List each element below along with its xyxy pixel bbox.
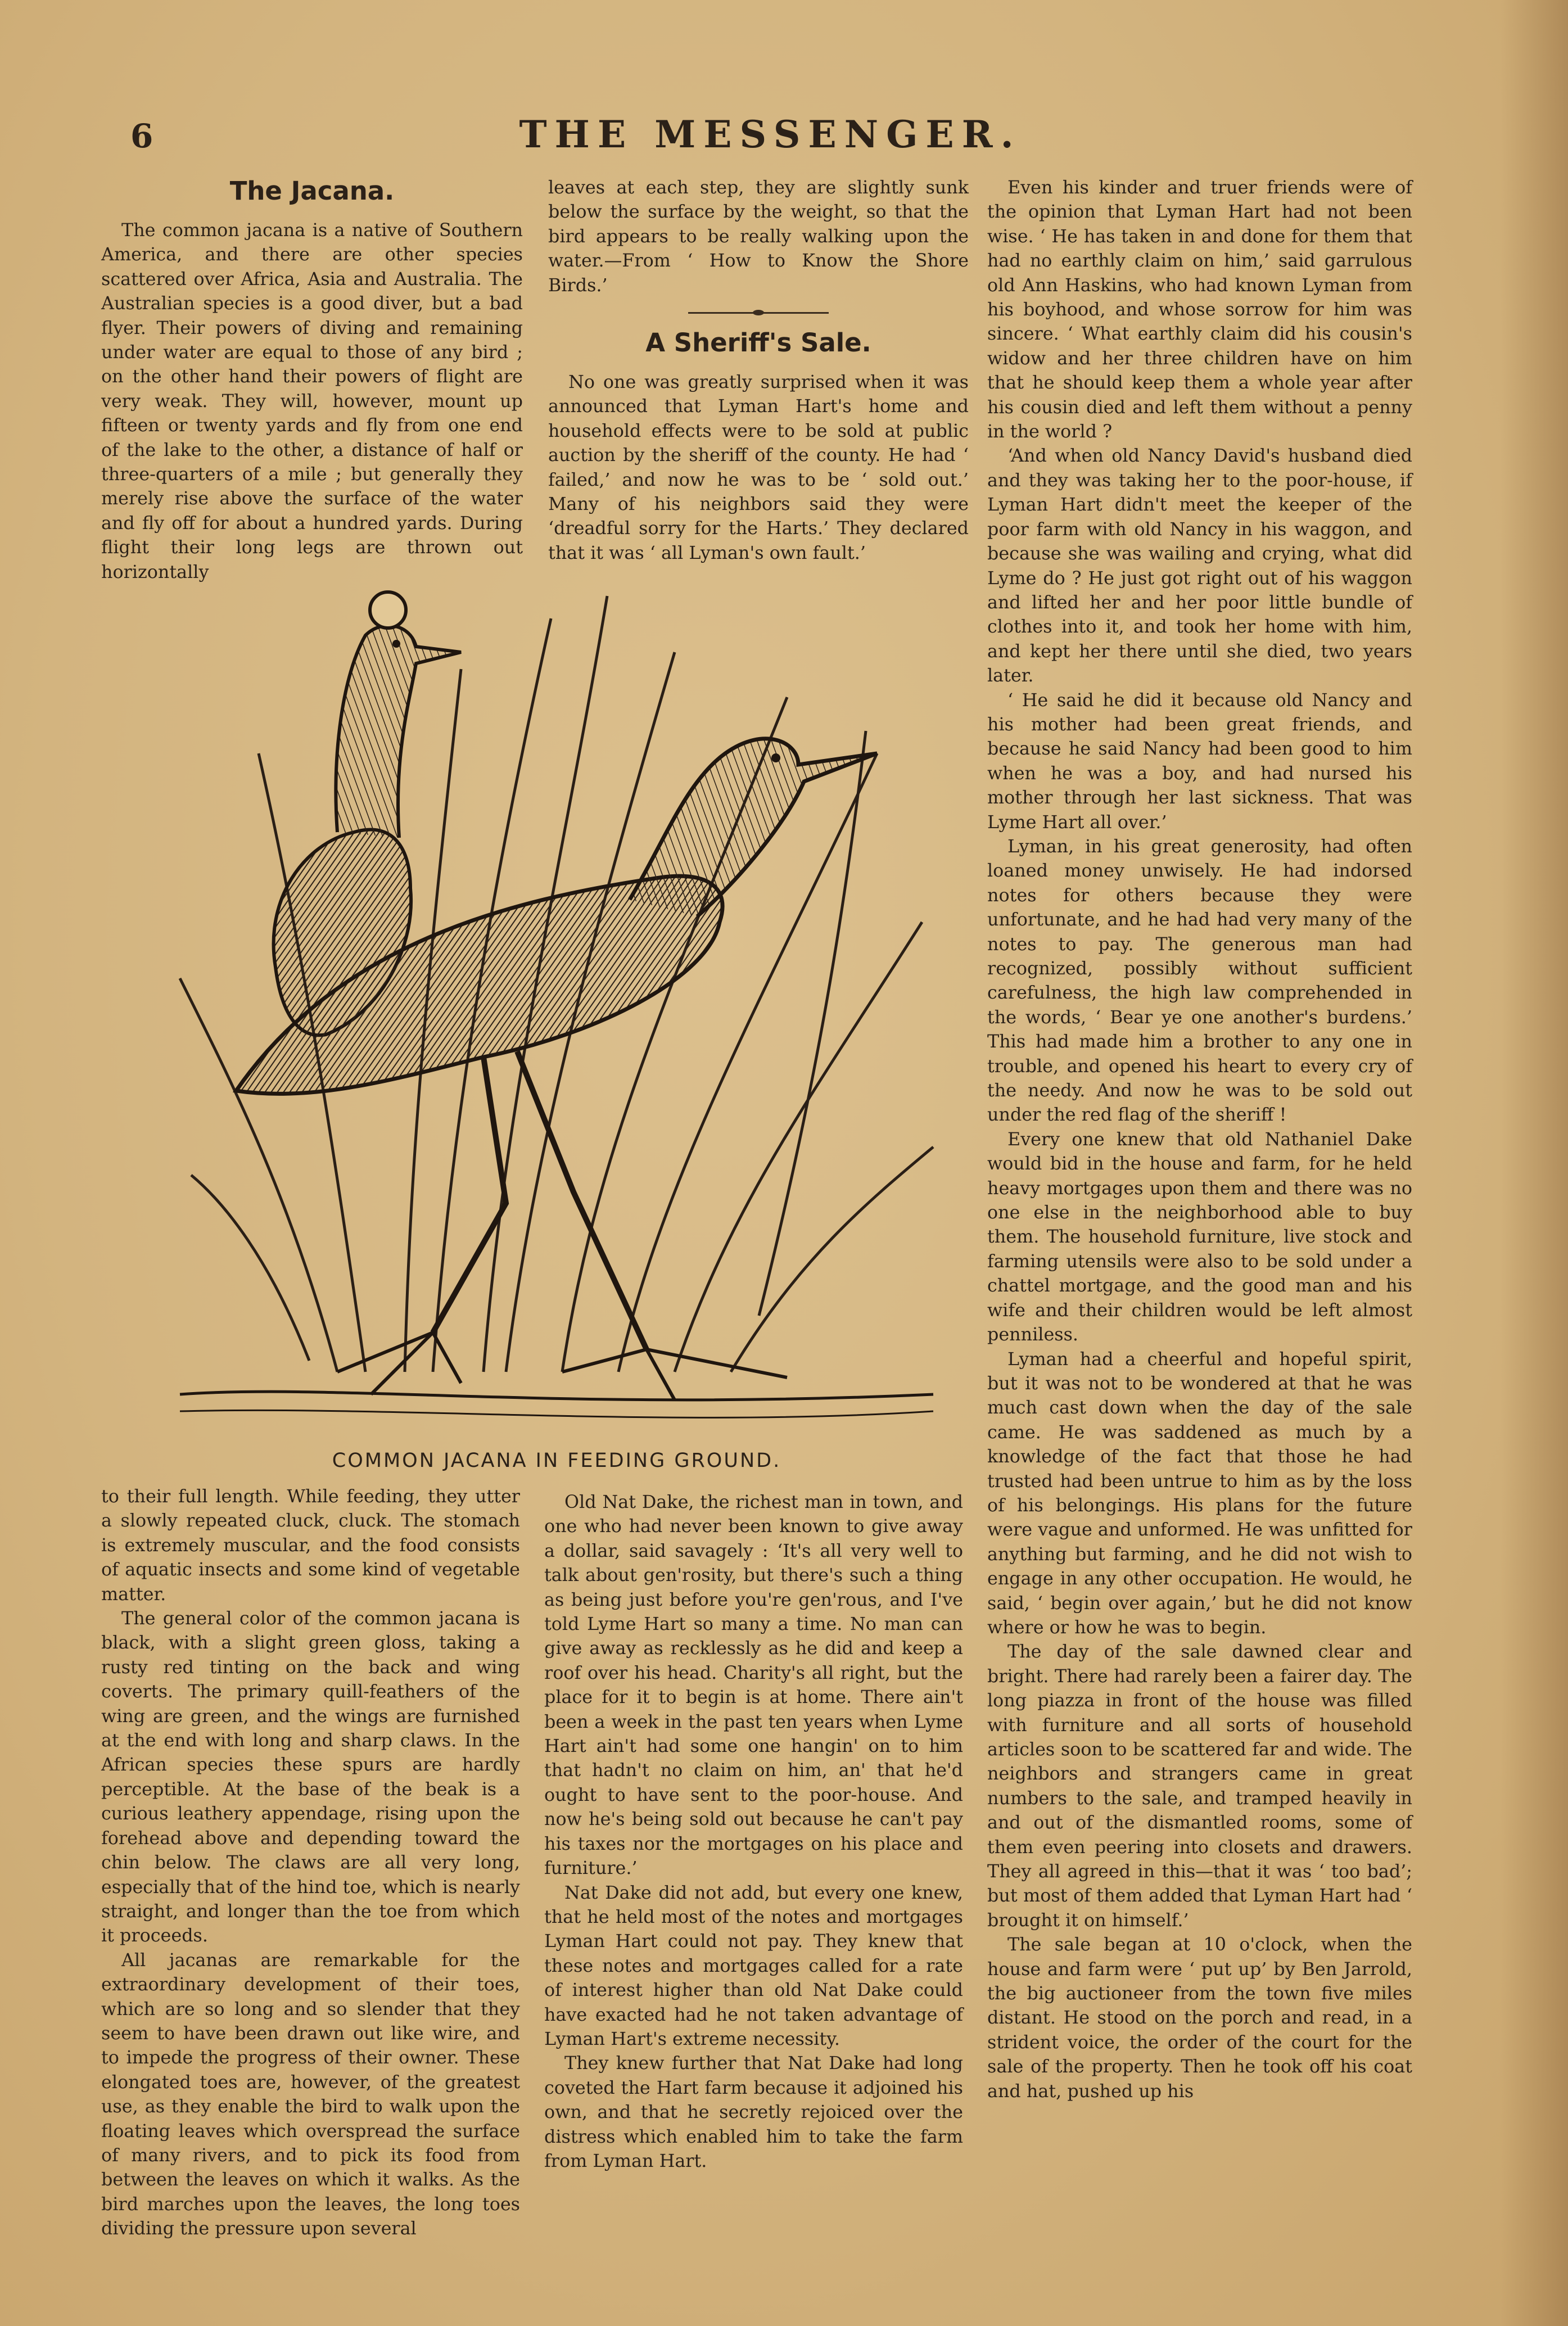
jacana-column-top	[101, 174, 523, 584]
sheriff-paragraph-11: The day of the sale dawned clear and bright. There had rarely been a fairer day. The long piazza in front of the house was filled with furniture and all sorts of household articles soon to be scattered far and wide. The neighbors and strangers came in great numbers to the sale, and tramped heavily in and out of the dismantled rooms, some of them even peering into closets and drawers. They all agreed in this—that it was ‘ too bad’; but most of them added that Lyman Hart had ‘ brought it on himself.’	[987, 1641, 1412, 1931]
jacana-paragraph-3-continued: leaves at each step, they are slightly sunk below the surface by the weight, so that the bird appears to be really walking upon the water.—From ‘ How to Know the Shore Birds.’	[548, 177, 969, 296]
jacana-paragraph-1: The common jacana is a native of Southern America, and there are other species scattered over Africa, Asia and Australia. The Australian species is a good diver, but a bad flyer. Their powers of diving and remaining under water are equal to those of any bird ; on the other hand their powers of flight are very weak. They will, however, mount up fifteen or twenty yards and fly from one end of the lake to the other, a distance of half or three-quarters of a mile ; but generally they merely rise above the surface of the water and fly off for about a hundred yards. During flight their long legs are thrown out horizontally	[101, 220, 523, 582]
illustration-caption: COMMON JACANA IN FEEDING GROUND.	[332, 1449, 781, 1472]
jacana-paragraph-3: All jacanas are remarkable for the extraordinary development of their toes, which are so long and so slender that they seem to have been drawn out like wire, and to impede the progress of their owner. These elongated toes are, however, of the greatest use, as they enable the bird to walk upon the floating leaves which overspread the surface of many rivers, and to pick its food from between the leaves on which it walks. As the bird marches upon the leaves, the long toes dividing the pressure upon several	[101, 1949, 520, 2239]
sheriff-paragraph-10: Lyman had a cheerful and hopeful spirit, but it was not to be wondered at that he was much cast down when the day of the sale came. He was saddened as much by a knowledge of the fact that those he had trusted had been untrue to him as by the loss of his belongings. His plans for the future were vague and unformed. He was unfitted for anything but farming, and he did not wish to engage in any other occupation. He would, he said, ‘ begin over again,’ but he did not know where or how he was to begin.	[987, 1348, 1412, 1638]
page-edge-shadow	[1501, 0, 1568, 2326]
sheriff-paragraph-8: Lyman, in his great generosity, had often loaned money unwisely. He had indorsed notes for others because they were unfortunate, and he had had very many of the notes to pay. The generous man had recognized, possibly without sufficient carefulness, the high law comprehended in the words, ‘ Bear ye one another's burdens.’ This had made him a brother to any one in trouble, and opened his heart to every cry of the needy. And now he was to be sold out under the red flag of the sheriff !	[987, 835, 1412, 1126]
jacana-illustration	[169, 585, 945, 1439]
jacana-title: The Jacana.	[229, 176, 395, 206]
jacana-engraving	[169, 585, 945, 1439]
page-number: 6	[130, 117, 153, 155]
sheriff-paragraph-5: Even his kinder and truer friends were of the opinion that Lyman Hart had not been wise. ‘ He has taken in and done for them that had no earthly claim on him,’ said garrulous old Ann Haskins, who had known Lyman from his boyhood, and whose sorrow for him was sincere. ‘ What earthly claim did his cousin's widow and her three children have on him that he should keep them a whole year after his cousin died and left them without a penny in the world ?	[987, 177, 1412, 442]
section-divider	[688, 312, 829, 314]
sheriff-paragraph-3: Nat Dake did not add, but every one knew, that he held most of the notes and mortgages Lyman Hart could not pay. They knew that these notes and mortgages called for a rate of interest higher than old Nat Dake could have exacted had he not taken advantage of Lyman Hart's extreme necessity.	[544, 1882, 963, 2049]
sheriff-paragraph-6: ‘And when old Nancy David's husband died and they was taking her to the poor-house, if Lyman Hart didn't meet the keeper of the poor farm with old Nancy in his waggon, and because she was wailing and crying, what did Lyme do ? He just got right out of his waggon and lifted her and her poor little bundle of clothes into it, and took her home with him, and kept her there until she died, two years later.	[987, 445, 1412, 686]
front-jacana	[236, 739, 877, 1400]
jacana-column-bottom	[101, 1484, 520, 2241]
sheriff-title: A Sheriff's Sale.	[645, 328, 871, 358]
sheriff-paragraph-12: The sale began at 10 o'clock, when the house and farm were ‘ put up’ by Ben Jarrold, the big auctioneer from the town five miles distant. He stood on the porch and read, in a strident voice, the order of the court for the sale of the property. Then he took off his coat and hat, pushed up his	[987, 1934, 1412, 2102]
jacana-paragraph-1-continued: to their full length. While feeding, they utter a slowly repeated cluck, cluck. The stomach is extremely muscular, and the food consists of aquatic insects and some kind of vegetable matter.	[101, 1486, 520, 1605]
sheriff-paragraph-4: They knew further that Nat Dake had long coveted the Hart farm because it adjoined his own, and that he secretly rejoiced over the distress which enabled him to take the farm from Lyman Hart.	[544, 2053, 963, 2171]
sheriff-paragraph-9: Every one knew that old Nathaniel Dake would bid in the house and farm, for he held heavy mortgages upon them and there was no one else in the neighborhood able to buy them. The household furniture, live stock and farming utensils were also to be sold under a chattel mortgage, and the good man and his wife and their children would be left almost penniless.	[987, 1128, 1412, 1345]
sheriff-paragraph-7: ‘ He said he did it because old Nancy and his mother had been great friends, and because he said Nancy had been good to him when he was a boy, and had nursed his mother through her last sickness. That was Lyme Hart all over.’	[987, 689, 1412, 833]
ground-line	[180, 1392, 933, 1400]
masthead: THE MESSENGER.	[519, 112, 1022, 156]
sheriff-column-middle	[544, 1490, 963, 2173]
sheriff-paragraph-1: No one was greatly surprised when it was announced that Lyman Hart's home and household effects were to be sold at public auction by the sheriff of the county. He had ‘ failed,’ and now he was to be ‘ sold out.’ Many of his neighbors said they were ‘dreadful sorry for the Harts.’ They declared that it was ‘ all Lyman's own fault.’	[548, 372, 969, 563]
sheriff-paragraph-2: Old Nat Dake, the richest man in town, and one who had never been known to give away a dollar, said savagely : ‘It's all very well to talk about gen'rosity, but there's such a thing as being just before you're gen'rous, and I've told Lyme Hart so many a time. No man can give away as recklessly as he did and keep a roof over his head. Charity's all right, but the place for it to begin is at home. There ain't been a week in the past ten years when Lyme Hart ain't had some one hangin' on to him that hadn't no claim on him, an' that he'd ought to have sent to the poor-house. And now he's being sold out because he can't pay his taxes nor the mortgages on his place and furniture.’	[544, 1492, 963, 1879]
jacana-paragraph-2: The general color of the common jacana is black, with a slight green gloss, taking a rusty red tinting on the back and wing coverts. The primary quill-feathers of the wing are green, and the wings are furnished at the end with long and sharp claws. In the African species these spurs are hardly perceptible. At the base of the beak is a curious leathery appendage, rising upon the forehead above and depending toward the chin below. The claws are all very long, especially that of the hind toe, which is nearly straight, and longer than the toe from which it proceeds.	[101, 1608, 520, 1946]
column-2-top	[548, 175, 969, 565]
sheriff-column-right	[987, 175, 1412, 2103]
